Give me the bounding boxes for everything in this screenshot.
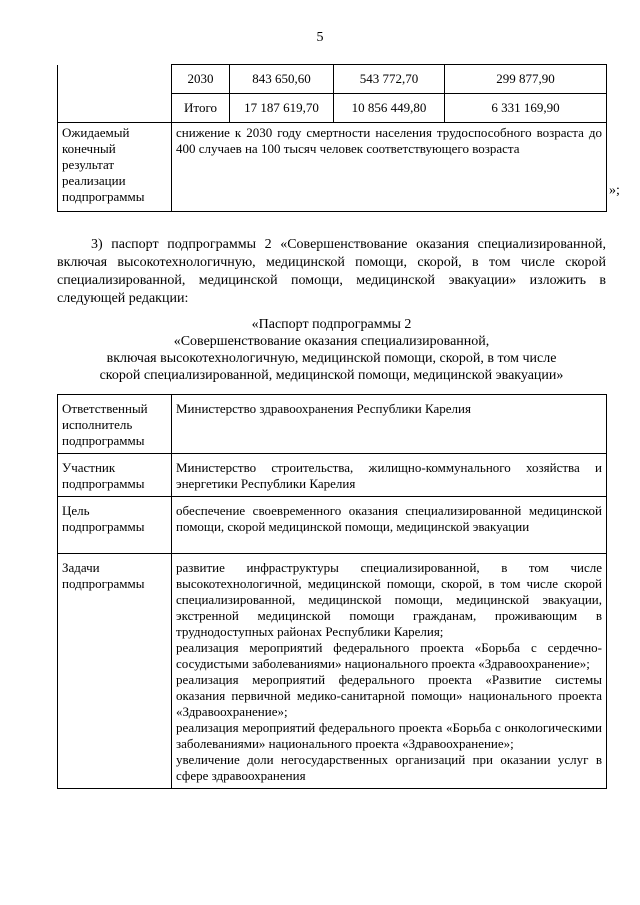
task-item: развитие инфраструктуры специализированной, в том числе высокотехнологичной, медицинской помощи, скорой, в том числе скорой специализированной, медицинской помощи, медицинской эвакуации, экстренной медицинской помощи гражданам, проживающим в труднодоступных районах Республики Карелия;	[176, 560, 602, 639]
closing-quote-mark: »;	[609, 183, 620, 198]
amendment-paragraph: 3) паспорт подпрограммы 2 «Совершенствование оказания специализированной, включая высокотехнологичную, медицинской помощи, скорой, в том числе скорой специализированной, медицинской помощи, медицинской эвакуации» изложить в следующей редакции:	[57, 237, 606, 306]
passport-heading	[57, 316, 606, 384]
empty-cell	[58, 94, 172, 123]
value-cell: 843 650,60	[230, 65, 334, 94]
value-cell: 6 331 169,90	[445, 94, 607, 123]
table-row	[58, 94, 607, 123]
empty-cell	[58, 65, 172, 94]
task-item: увеличение доли негосударственных организаций при оказании услуг в сфере здравоохранения	[176, 752, 602, 783]
participant-label: Участник подпрограммы	[58, 454, 172, 497]
value-cell: 10 856 449,80	[334, 94, 445, 123]
tasks-value	[172, 554, 607, 789]
table-row	[58, 123, 607, 212]
heading-line: «Совершенствование оказания специализированной,	[173, 334, 490, 349]
participant-value: Министерство строительства, жилищно-коммунального хозяйства и энергетики Республики Карелия	[172, 454, 607, 497]
goal-label: Цель подпрограммы	[58, 497, 172, 554]
table-row	[58, 497, 607, 554]
goal-value: обеспечение своевременного оказания специализированной медицинской помощи, скорой медицинской помощи, медицинской эвакуации	[172, 497, 607, 554]
heading-line: включая высокотехнологичную, медицинской помощи, скорой, в том числе	[106, 351, 557, 366]
heading-line: «Паспорт подпрограммы 2	[251, 317, 412, 332]
table-row	[58, 395, 607, 454]
value-cell: 543 772,70	[334, 65, 445, 94]
table-row	[58, 65, 607, 94]
value-cell: 299 877,90	[445, 65, 607, 94]
year-cell: 2030	[172, 65, 230, 94]
task-item: реализация мероприятий федерального проекта «Борьба с онкологическими заболеваниями» национального проекта «Здравоохранение»;	[176, 720, 602, 751]
passport-table	[57, 394, 607, 789]
funding-table	[57, 64, 607, 212]
result-text: снижение к 2030 году смертности населения трудоспособного возраста до 400 случаев на 100 тысяч человек соответствующего возраста	[172, 123, 607, 212]
task-item: реализация мероприятий федерального проекта «Развитие системы оказания первичной медико-санитарной помощи» национального проекта «Здравоохранение»;	[176, 672, 602, 719]
value-cell: 17 187 619,70	[230, 94, 334, 123]
result-label: Ожидаемый конечный результат реализации подпрограммы	[58, 123, 172, 212]
task-item: реализация мероприятий федерального проекта «Борьба с сердечно-сосудистыми заболеваниями» национального проекта «Здравоохранение»;	[176, 640, 602, 671]
tasks-label: Задачи подпрограммы	[58, 554, 172, 789]
year-cell: Итого	[172, 94, 230, 123]
table-row	[58, 554, 607, 789]
table-row	[58, 454, 607, 497]
page-number: 5	[316, 30, 324, 45]
heading-line: скорой специализированной, медицинской помощи, медицинской эвакуации»	[99, 368, 564, 383]
executor-label: Ответственный исполнитель подпрограммы	[58, 395, 172, 454]
executor-value: Министерство здравоохранения Республики Карелия	[172, 395, 607, 454]
